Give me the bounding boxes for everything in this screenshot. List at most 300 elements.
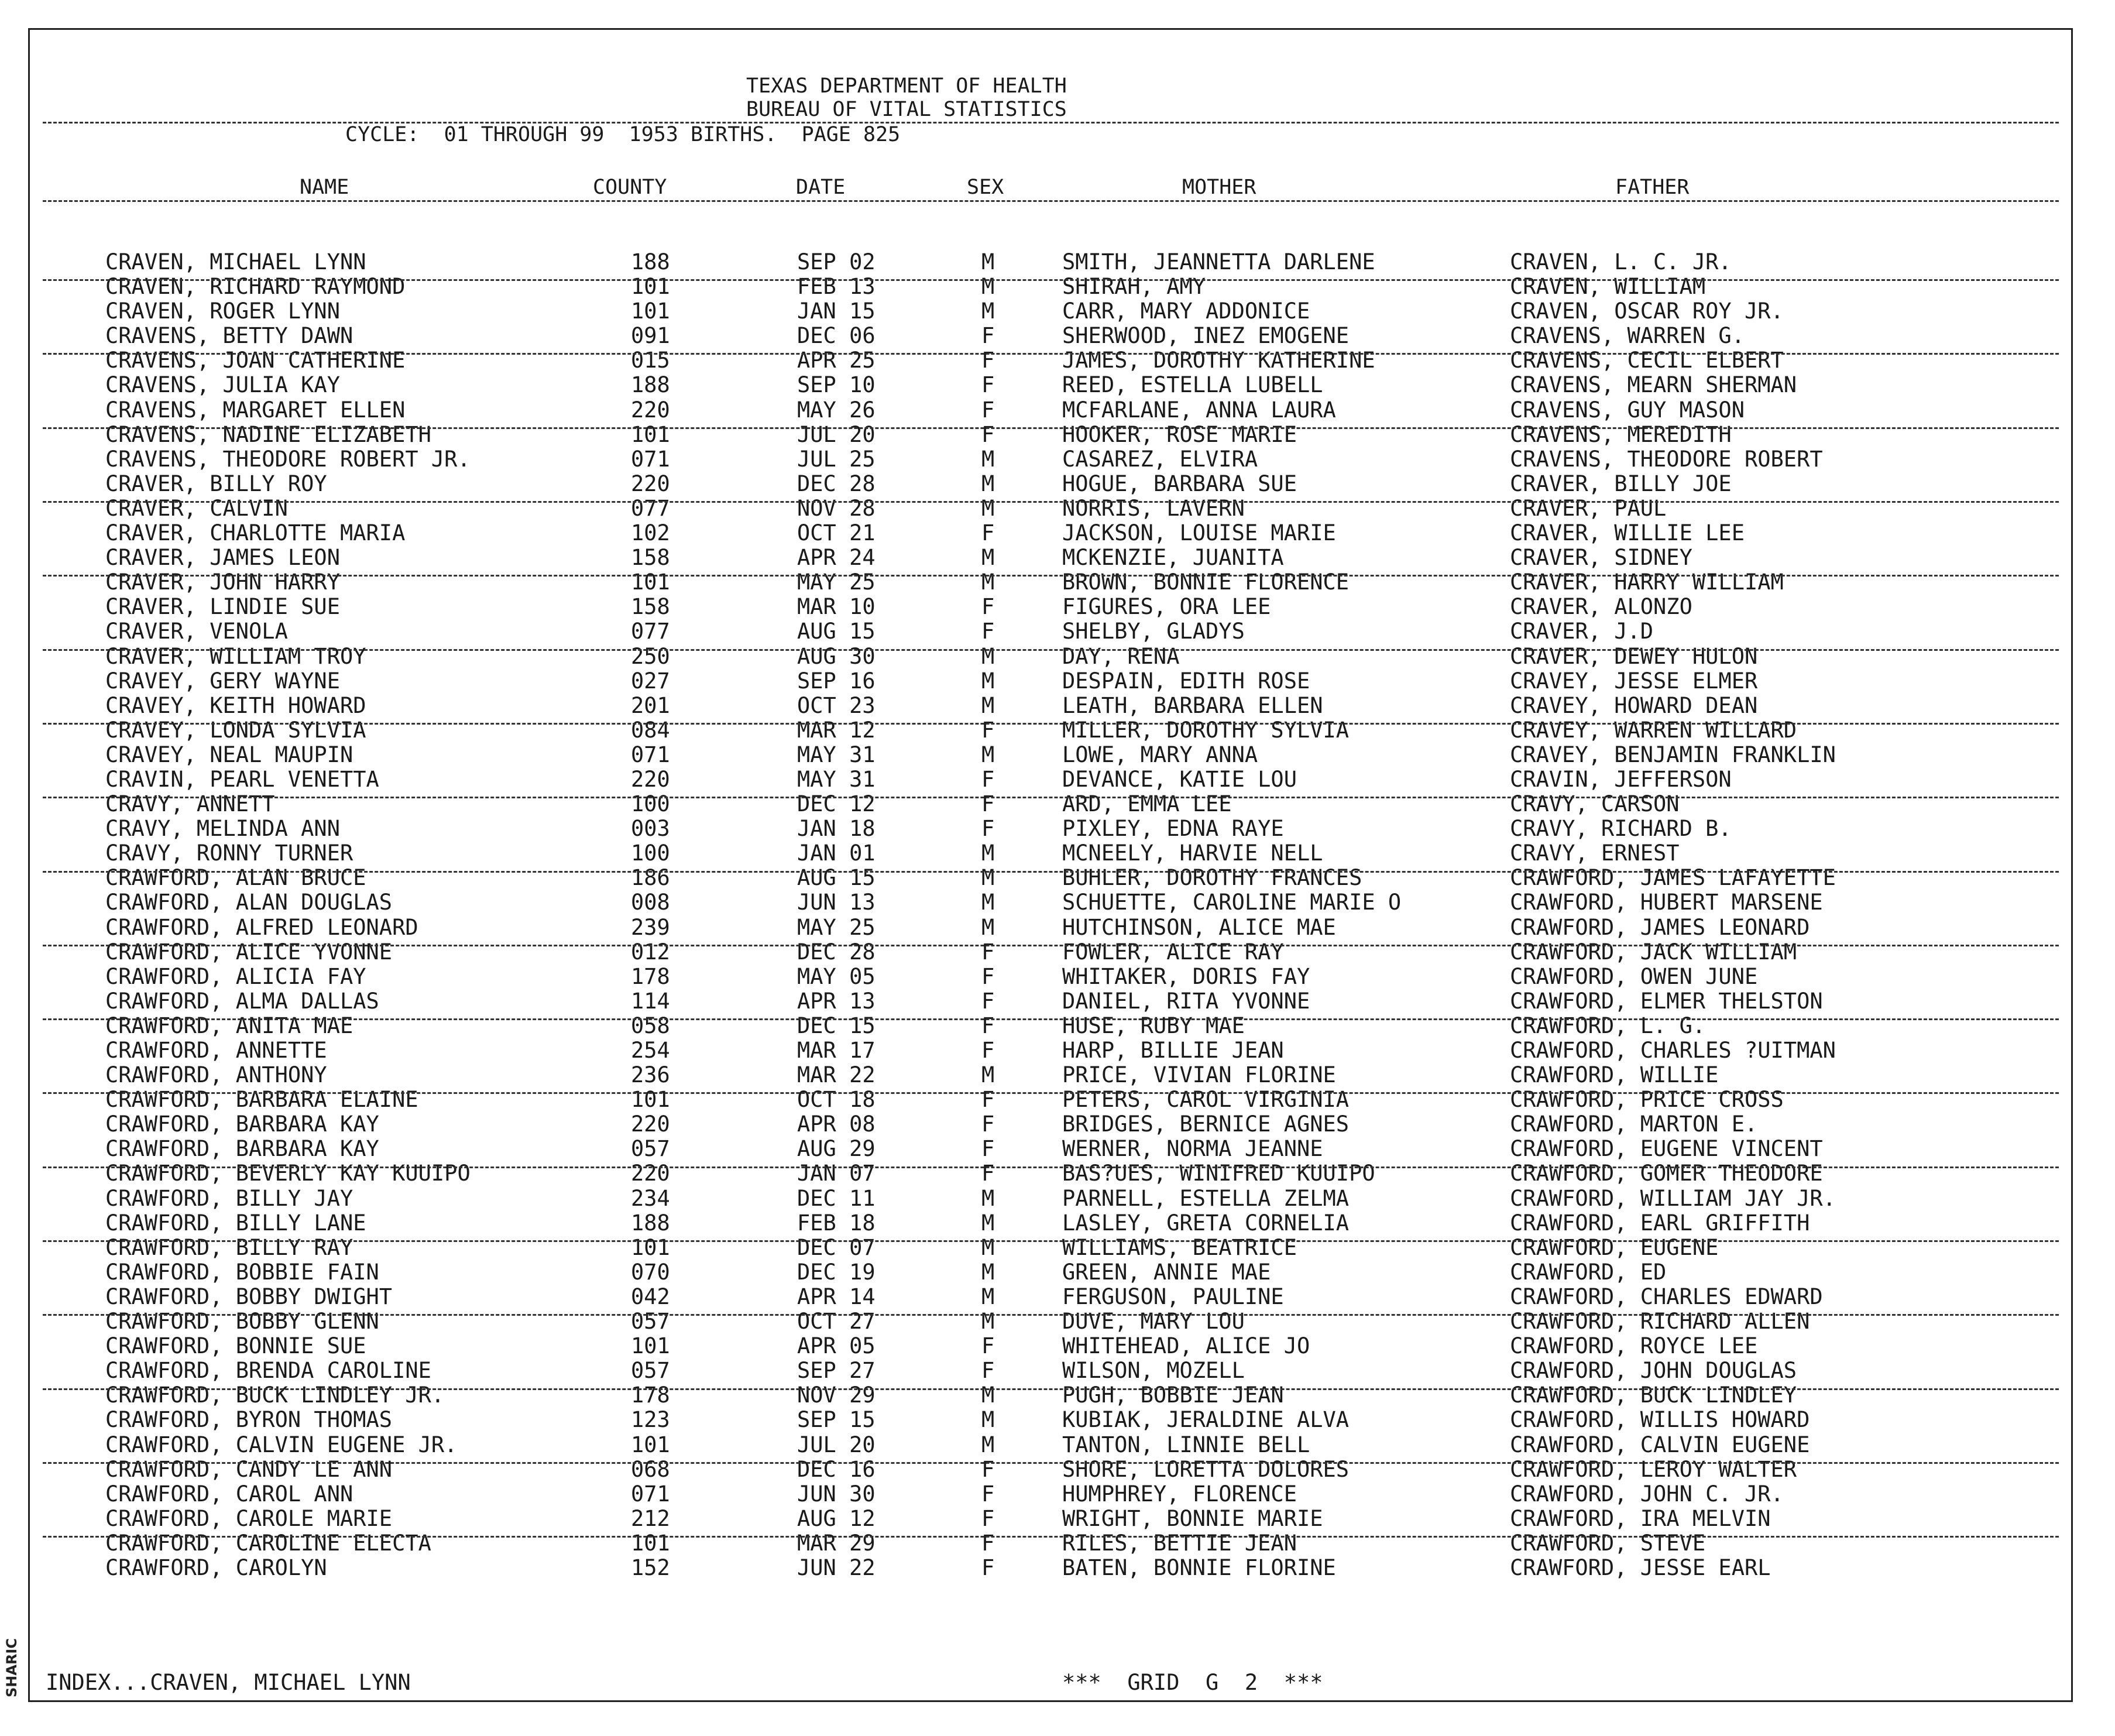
cell-date: JAN 18 <box>797 816 875 842</box>
cell-father: CRAVER, J.D <box>1510 619 1654 644</box>
separator-line <box>43 945 2059 946</box>
cell-date: APR 14 <box>797 1284 875 1309</box>
table-row <box>0 940 2115 965</box>
cell-father: CRAWFORD, CHARLES EDWARD <box>1510 1284 1823 1309</box>
cell-mother: LEATH, BARBARA ELLEN <box>1062 693 1323 718</box>
cell-father: CRAWFORD, WILLIS HOWARD <box>1510 1408 1810 1433</box>
cell-county: 058 <box>631 1013 670 1038</box>
cell-date: DEC 15 <box>797 1013 875 1038</box>
cell-father: CRAVIN, JEFFERSON <box>1510 767 1732 792</box>
cell-county: 084 <box>631 718 670 743</box>
cell-county: 071 <box>631 447 670 472</box>
bureau-title: BUREAU OF VITAL STATISTICS <box>746 98 1067 121</box>
cell-sex: F <box>981 1334 995 1359</box>
cell-mother: BAS?UES, WINIFRED KUUIPO <box>1062 1161 1375 1186</box>
cell-county: 234 <box>631 1186 670 1211</box>
cell-county: 101 <box>631 1432 670 1457</box>
cell-date: APR 13 <box>797 989 875 1014</box>
cell-sex: M <box>981 496 995 521</box>
cell-county: 012 <box>631 939 670 965</box>
cell-father: CRAVER, WILLIE LEE <box>1510 521 1745 546</box>
table-row <box>0 1358 2115 1383</box>
column-header-father: FATHER <box>1615 176 1690 199</box>
cell-date: JAN 01 <box>797 841 875 866</box>
cell-mother: DESPAIN, EDITH ROSE <box>1062 668 1310 694</box>
cell-sex: M <box>981 890 995 915</box>
cell-sex: F <box>981 1457 995 1482</box>
cell-father: CRAWFORD, STEVE <box>1510 1531 1706 1556</box>
cell-county: 100 <box>631 792 670 817</box>
table-row <box>0 866 2115 890</box>
table-row <box>0 1063 2115 1087</box>
cell-name: CRAVER, CALVIN <box>105 496 288 521</box>
cell-date: MAR 12 <box>797 718 875 743</box>
cell-name: CRAWFORD, ALAN DOUGLAS <box>105 890 393 915</box>
cell-father: CRAWFORD, WILLIAM JAY JR. <box>1510 1186 1836 1211</box>
cell-mother: TANTON, LINNIE BELL <box>1062 1432 1310 1457</box>
table-row <box>0 570 2115 595</box>
cell-father: CRAWFORD, BUCK LINDLEY <box>1510 1383 1797 1408</box>
table-row <box>0 1211 2115 1236</box>
cell-mother: DUVE, MARY LOU <box>1062 1309 1245 1334</box>
cell-date: MAY 05 <box>797 964 875 989</box>
cell-name: CRAVENS, JULIA KAY <box>105 373 340 398</box>
cell-sex: M <box>981 1260 995 1285</box>
cell-county: 101 <box>631 1531 670 1556</box>
table-row <box>0 1433 2115 1457</box>
cell-mother: WILSON, MOZELL <box>1062 1358 1245 1384</box>
table-row <box>0 1112 2115 1137</box>
cell-father: CRAVENS, GUY MASON <box>1510 397 1745 423</box>
cell-date: MAR 10 <box>797 595 875 620</box>
cell-county: 091 <box>631 324 670 349</box>
agency-title: TEXAS DEPARTMENT OF HEALTH <box>746 74 1067 98</box>
cell-name: CRAWFORD, CALVIN EUGENE JR. <box>105 1432 458 1457</box>
table-row <box>0 595 2115 619</box>
table-row <box>0 1383 2115 1408</box>
cell-mother: BRIDGES, BERNICE AGNES <box>1062 1112 1350 1137</box>
cell-father: CRAVER, PAUL <box>1510 496 1667 521</box>
cell-sex: M <box>981 1432 995 1457</box>
table-row <box>0 250 2115 275</box>
cell-county: 254 <box>631 1038 670 1063</box>
cell-sex: M <box>981 471 995 496</box>
cell-date: AUG 12 <box>797 1506 875 1531</box>
cell-date: MAY 25 <box>797 570 875 595</box>
cell-father: CRAWFORD, ROYCE LEE <box>1510 1334 1758 1359</box>
cell-name: CRAVEY, GERY WAYNE <box>105 668 340 694</box>
cell-sex: F <box>981 1481 995 1507</box>
cell-name: CRAWFORD, BILLY LANE <box>105 1210 366 1236</box>
table-row <box>0 1408 2115 1432</box>
cell-sex: M <box>981 693 995 718</box>
table-row <box>0 1260 2115 1285</box>
cell-sex: M <box>981 1063 995 1088</box>
table-row <box>0 348 2115 373</box>
cell-mother: JAMES, DOROTHY KATHERINE <box>1062 348 1375 373</box>
cell-sex: M <box>981 545 995 571</box>
column-header-sex: SEX <box>967 176 1004 199</box>
cell-sex: M <box>981 1383 995 1408</box>
cell-mother: MILLER, DOROTHY SYLVIA <box>1062 718 1350 743</box>
cell-name: CRAVER, JOHN HARRY <box>105 570 340 595</box>
cell-father: CRAWFORD, JACK WILLIAM <box>1510 939 1797 965</box>
table-row <box>0 472 2115 496</box>
cell-father: CRAVENS, CECIL ELBERT <box>1510 348 1784 373</box>
cell-sex: F <box>981 964 995 989</box>
cell-name: CRAWFORD, BARBARA KAY <box>105 1137 379 1162</box>
cell-sex: M <box>981 1284 995 1309</box>
cell-name: CRAVER, VENOLA <box>105 619 288 644</box>
cell-name: CRAWFORD, BOBBY DWIGHT <box>105 1284 393 1309</box>
table-row <box>0 1309 2115 1334</box>
cell-county: 042 <box>631 1284 670 1309</box>
cell-father: CRAWFORD, IRA MELVIN <box>1510 1506 1771 1531</box>
table-row <box>0 1482 2115 1507</box>
cell-name: CRAVENS, BETTY DAWN <box>105 324 353 349</box>
cell-sex: F <box>981 521 995 546</box>
cell-father: CRAVEY, WARREN WILLARD <box>1510 718 1797 743</box>
cell-father: CRAWFORD, MARTON E. <box>1510 1112 1758 1137</box>
births-table <box>0 250 2115 1580</box>
cell-sex: M <box>981 1309 995 1334</box>
cell-father: CRAWFORD, JAMES LAFAYETTE <box>1510 866 1836 891</box>
table-row <box>0 1556 2115 1580</box>
cell-county: 101 <box>631 570 670 595</box>
cell-sex: F <box>981 619 995 644</box>
cell-mother: DEVANCE, KATIE LOU <box>1062 767 1297 792</box>
cell-date: SEP 15 <box>797 1408 875 1433</box>
separator-line <box>43 279 2059 281</box>
cell-date: DEC 28 <box>797 939 875 965</box>
cell-date: DEC 28 <box>797 471 875 496</box>
cell-county: 212 <box>631 1506 670 1531</box>
cell-name: CRAWFORD, ANITA MAE <box>105 1013 353 1038</box>
cell-name: CRAVENS, MARGARET ELLEN <box>105 397 406 423</box>
cell-county: 178 <box>631 964 670 989</box>
cell-father: CRAVY, CARSON <box>1510 792 1680 817</box>
table-row <box>0 1457 2115 1482</box>
cell-father: CRAWFORD, HUBERT MARSENE <box>1510 890 1823 915</box>
separator-line <box>43 723 2059 725</box>
cell-date: OCT 23 <box>797 693 875 718</box>
cell-sex: F <box>981 1506 995 1531</box>
cell-father: CRAWFORD, RICHARD ALLEN <box>1510 1309 1810 1334</box>
table-row <box>0 1507 2115 1531</box>
cell-mother: LASLEY, GRETA CORNELIA <box>1062 1210 1350 1236</box>
cell-mother: DAY, RENA <box>1062 644 1180 669</box>
cell-mother: SCHUETTE, CAROLINE MARIE O <box>1062 890 1402 915</box>
cell-mother: ARD, EMMA LEE <box>1062 792 1232 817</box>
cell-name: CRAWFORD, CAROLINE ELECTA <box>105 1531 431 1556</box>
cell-father: CRAVENS, THEODORE ROBERT <box>1510 447 1823 472</box>
cell-county: 158 <box>631 595 670 620</box>
cell-sex: F <box>981 1555 995 1580</box>
cell-sex: M <box>981 299 995 324</box>
cell-name: CRAWFORD, BOBBY GLENN <box>105 1309 379 1334</box>
cell-sex: M <box>981 447 995 472</box>
cell-mother: NORRIS, LAVERN <box>1062 496 1245 521</box>
cell-mother: HUMPHREY, FLORENCE <box>1062 1481 1297 1507</box>
cell-sex: F <box>981 595 995 620</box>
cell-county: 186 <box>631 866 670 891</box>
column-header-name: NAME <box>300 176 349 199</box>
cell-date: MAY 31 <box>797 767 875 792</box>
cell-county: 077 <box>631 496 670 521</box>
cell-date: APR 08 <box>797 1112 875 1137</box>
index-footer: INDEX...CRAVEN, MICHAEL LYNN <box>46 1670 411 1695</box>
table-row <box>0 1087 2115 1112</box>
cell-father: CRAVEN, OSCAR ROY JR. <box>1510 299 1784 324</box>
cell-county: 003 <box>631 816 670 842</box>
cell-date: FEB 18 <box>797 1210 875 1236</box>
cell-sex: F <box>981 718 995 743</box>
cell-mother: PRICE, VIVIAN FLORINE <box>1062 1063 1336 1088</box>
cell-mother: KUBIAK, JERALDINE ALVA <box>1062 1408 1350 1433</box>
cell-sex: M <box>981 915 995 940</box>
cycle-line: CYCLE: 01 THROUGH 99 1953 BIRTHS. PAGE 825 <box>345 123 901 146</box>
separator-line <box>43 1462 2059 1464</box>
cell-county: 068 <box>631 1457 670 1482</box>
cell-date: JAN 15 <box>797 299 875 324</box>
cell-mother: WRIGHT, BONNIE MARIE <box>1062 1506 1323 1531</box>
cell-name: CRAWFORD, ALMA DALLAS <box>105 989 379 1014</box>
cell-sex: F <box>981 816 995 842</box>
column-header-county: COUNTY <box>593 176 667 199</box>
cell-mother: MCKENZIE, JUANITA <box>1062 545 1284 571</box>
cell-father: CRAWFORD, OWEN JUNE <box>1510 964 1758 989</box>
cell-mother: PUGH, BOBBIE JEAN <box>1062 1383 1284 1408</box>
table-row <box>0 915 2115 940</box>
separator-line <box>43 1167 2059 1168</box>
cell-date: MAY 25 <box>797 915 875 940</box>
cell-date: APR 25 <box>797 348 875 373</box>
cell-county: 158 <box>631 545 670 571</box>
cell-sex: M <box>981 668 995 694</box>
table-row <box>0 816 2115 841</box>
cell-father: CRAWFORD, CALVIN EUGENE <box>1510 1432 1810 1457</box>
cell-mother: CASAREZ, ELVIRA <box>1062 447 1258 472</box>
cell-county: 101 <box>631 1235 670 1260</box>
cell-name: CRAWFORD, CAROL ANN <box>105 1481 353 1507</box>
cell-father: CRAVER, BILLY JOE <box>1510 471 1732 496</box>
cell-date: MAR 17 <box>797 1038 875 1063</box>
table-row <box>0 299 2115 324</box>
cell-mother: BUHLER, DOROTHY FRANCES <box>1062 866 1362 891</box>
cell-county: 250 <box>631 644 670 669</box>
cell-name: CRAVEY, LONDA SYLVIA <box>105 718 366 743</box>
side-stamp: SHARIC <box>4 1638 20 1697</box>
separator-line <box>43 1240 2059 1242</box>
cell-name: CRAVER, WILLIAM TROY <box>105 644 366 669</box>
cell-father: CRAVEN, L. C. JR. <box>1510 250 1732 275</box>
cell-father: CRAVENS, WARREN G. <box>1510 324 1745 349</box>
cell-name: CRAWFORD, CAROLYN <box>105 1555 327 1580</box>
table-row <box>0 1137 2115 1161</box>
cell-sex: M <box>981 1210 995 1236</box>
cell-date: OCT 27 <box>797 1309 875 1334</box>
cell-mother: HOGUE, BARBARA SUE <box>1062 471 1297 496</box>
cell-county: 220 <box>631 471 670 496</box>
cell-date: APR 05 <box>797 1334 875 1359</box>
separator-line <box>43 871 2059 873</box>
cell-county: 008 <box>631 890 670 915</box>
table-row <box>0 644 2115 669</box>
cell-county: 239 <box>631 915 670 940</box>
cell-name: CRAWFORD, BARBARA ELAINE <box>105 1087 418 1113</box>
cell-name: CRAWFORD, BILLY JAY <box>105 1186 353 1211</box>
cell-county: 101 <box>631 422 670 447</box>
cell-father: CRAVER, DEWEY HULON <box>1510 644 1758 669</box>
cell-mother: PARNELL, ESTELLA ZELMA <box>1062 1186 1350 1211</box>
cell-mother: MCFARLANE, ANNA LAURA <box>1062 397 1336 423</box>
cell-name: CRAVY, RONNY TURNER <box>105 841 353 866</box>
table-row <box>0 669 2115 694</box>
table-row <box>0 965 2115 989</box>
column-header-date: DATE <box>796 176 846 199</box>
cell-sex: M <box>981 841 995 866</box>
cell-date: JUN 30 <box>797 1481 875 1507</box>
table-row <box>0 496 2115 521</box>
cell-father: CRAVEY, JESSE ELMER <box>1510 668 1758 694</box>
cell-father: CRAVEN, WILLIAM <box>1510 275 1706 300</box>
cell-county: 057 <box>631 1137 670 1162</box>
cell-father: CRAVENS, MEARN SHERMAN <box>1510 373 1797 398</box>
cell-father: CRAWFORD, JOHN DOUGLAS <box>1510 1358 1797 1384</box>
cell-mother: FIGURES, ORA LEE <box>1062 595 1271 620</box>
table-row <box>0 1531 2115 1556</box>
cell-sex: F <box>981 373 995 398</box>
cell-name: CRAVEN, ROGER LYNN <box>105 299 340 324</box>
cell-mother: HUTCHINSON, ALICE MAE <box>1062 915 1336 940</box>
cell-name: CRAVER, CHARLOTTE MARIA <box>105 521 406 546</box>
grid-footer: *** GRID G 2 *** <box>1062 1670 1323 1695</box>
cell-mother: RILES, BETTIE JEAN <box>1062 1531 1297 1556</box>
cell-father: CRAVEY, BENJAMIN FRANKLIN <box>1510 742 1836 767</box>
cell-mother: HOOKER, ROSE MARIE <box>1062 422 1297 447</box>
cell-sex: F <box>981 1112 995 1137</box>
cell-county: 123 <box>631 1408 670 1433</box>
cell-father: CRAWFORD, JESSE EARL <box>1510 1555 1771 1580</box>
cell-name: CRAVEN, RICHARD RAYMOND <box>105 275 406 300</box>
cell-father: CRAWFORD, CHARLES ?UITMAN <box>1510 1038 1836 1063</box>
table-row <box>0 521 2115 545</box>
cell-name: CRAWFORD, ALICIA FAY <box>105 964 366 989</box>
cell-county: 201 <box>631 693 670 718</box>
cell-name: CRAVENS, JOAN CATHERINE <box>105 348 406 373</box>
cell-date: OCT 18 <box>797 1087 875 1113</box>
table-row <box>0 1285 2115 1309</box>
cell-mother: WHITAKER, DORIS FAY <box>1062 964 1310 989</box>
cell-date: JUN 13 <box>797 890 875 915</box>
table-row <box>0 398 2115 423</box>
cell-date: DEC 07 <box>797 1235 875 1260</box>
cell-county: 236 <box>631 1063 670 1088</box>
cell-county: 015 <box>631 348 670 373</box>
cell-county: 101 <box>631 1334 670 1359</box>
cell-father: CRAVENS, MEREDITH <box>1510 422 1732 447</box>
table-row <box>0 890 2115 915</box>
cell-mother: WILLIAMS, BEATRICE <box>1062 1235 1297 1260</box>
cell-name: CRAWFORD, CAROLE MARIE <box>105 1506 393 1531</box>
cell-mother: CARR, MARY ADDONICE <box>1062 299 1310 324</box>
cell-date: APR 24 <box>797 545 875 571</box>
cell-name: CRAVEN, MICHAEL LYNN <box>105 250 366 275</box>
separator-line <box>43 200 2059 202</box>
cell-mother: HUSE, RUBY MAE <box>1062 1013 1245 1038</box>
cell-date: DEC 19 <box>797 1260 875 1285</box>
cell-mother: SHELBY, GLADYS <box>1062 619 1245 644</box>
cell-father: CRAWFORD, EARL GRIFFITH <box>1510 1210 1810 1236</box>
cell-sex: M <box>981 866 995 891</box>
table-row <box>0 694 2115 718</box>
table-row <box>0 619 2115 644</box>
cell-date: DEC 11 <box>797 1186 875 1211</box>
cell-county: 220 <box>631 397 670 423</box>
cell-date: OCT 21 <box>797 521 875 546</box>
cell-sex: F <box>981 324 995 349</box>
table-row <box>0 275 2115 299</box>
cell-father: CRAVER, HARRY WILLIAM <box>1510 570 1784 595</box>
cell-father: CRAWFORD, GOMER THEODORE <box>1510 1161 1823 1186</box>
separator-line <box>43 649 2059 651</box>
cell-county: 101 <box>631 275 670 300</box>
cell-sex: M <box>981 1235 995 1260</box>
cell-date: MAY 26 <box>797 397 875 423</box>
table-row <box>0 373 2115 397</box>
table-row <box>0 718 2115 743</box>
cell-father: CRAWFORD, JOHN C. JR. <box>1510 1481 1784 1507</box>
cell-name: CRAWFORD, ALAN BRUCE <box>105 866 366 891</box>
cell-name: CRAVENS, NADINE ELIZABETH <box>105 422 431 447</box>
table-row <box>0 1334 2115 1358</box>
cell-mother: MCNEELY, HARVIE NELL <box>1062 841 1323 866</box>
separator-line <box>43 353 2059 355</box>
cell-county: 178 <box>631 1383 670 1408</box>
cell-name: CRAWFORD, BRENDA CAROLINE <box>105 1358 431 1384</box>
cell-sex: F <box>981 1013 995 1038</box>
cell-father: CRAWFORD, PRICE CROSS <box>1510 1087 1784 1113</box>
cell-name: CRAWFORD, ANNETTE <box>105 1038 327 1063</box>
cell-sex: F <box>981 422 995 447</box>
table-row <box>0 423 2115 447</box>
cell-name: CRAWFORD, BEVERLY KAY KUUIPO <box>105 1161 471 1186</box>
cell-date: MAR 29 <box>797 1531 875 1556</box>
cell-name: CRAVER, JAMES LEON <box>105 545 340 571</box>
cell-date: MAY 31 <box>797 742 875 767</box>
cell-name: CRAVIN, PEARL VENETTA <box>105 767 379 792</box>
cell-name: CRAVER, LINDIE SUE <box>105 595 340 620</box>
cell-county: 102 <box>631 521 670 546</box>
separator-line <box>43 501 2059 503</box>
cell-name: CRAWFORD, BONNIE SUE <box>105 1334 366 1359</box>
cell-sex: F <box>981 792 995 817</box>
cell-name: CRAWFORD, CANDY LE ANN <box>105 1457 393 1482</box>
cell-father: CRAVY, ERNEST <box>1510 841 1680 866</box>
cell-county: 070 <box>631 1260 670 1285</box>
table-row <box>0 989 2115 1014</box>
cell-date: DEC 16 <box>797 1457 875 1482</box>
cell-name: CRAWFORD, BYRON THOMAS <box>105 1408 393 1433</box>
cell-mother: JACKSON, LOUISE MARIE <box>1062 521 1336 546</box>
cell-sex: F <box>981 1038 995 1063</box>
cell-mother: SMITH, JEANNETTA DARLENE <box>1062 250 1375 275</box>
cell-county: 188 <box>631 373 670 398</box>
table-row <box>0 447 2115 472</box>
cell-sex: M <box>981 275 995 300</box>
cell-mother: WERNER, NORMA JEANNE <box>1062 1137 1323 1162</box>
cell-county: 071 <box>631 742 670 767</box>
